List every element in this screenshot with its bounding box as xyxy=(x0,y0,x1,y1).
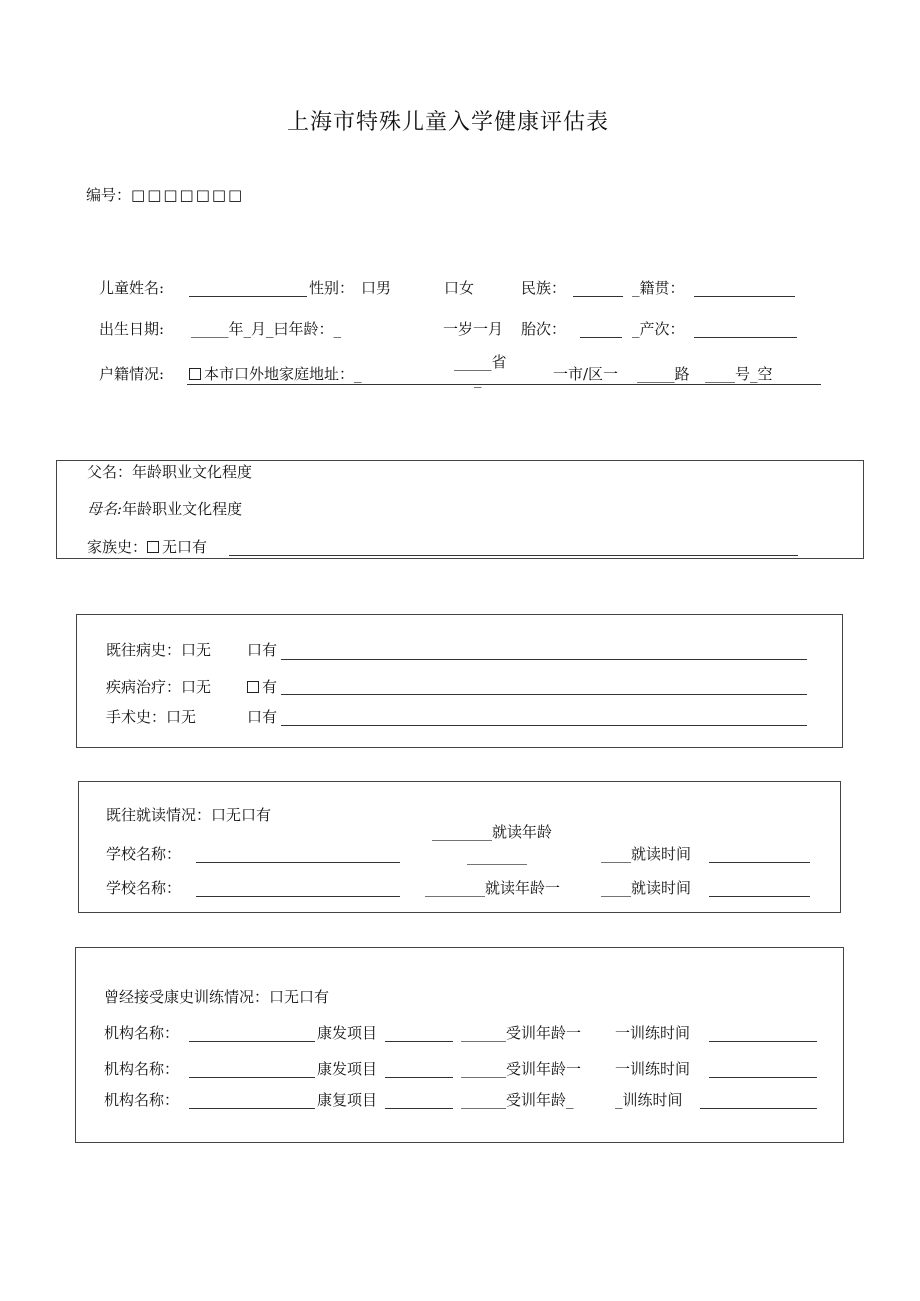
school1-time-label: ____就读时间 xyxy=(601,845,692,863)
school2-label: 学校名称： xyxy=(106,879,182,897)
rehab-row-3-project: 康复项目 xyxy=(317,1091,378,1109)
house-number-field[interactable]: ____号_空 xyxy=(705,365,773,383)
school2-name-field[interactable] xyxy=(196,896,400,897)
province-underscore: _ xyxy=(474,370,482,388)
birth-date-label: 出生日期: xyxy=(99,320,165,338)
past-illness-label[interactable]: 既往病史：口无 xyxy=(106,641,212,659)
family-history-field[interactable] xyxy=(229,555,798,556)
school1-age-field[interactable]: ________ xyxy=(467,847,527,865)
birth-order-label: _产次： xyxy=(632,320,685,338)
child-name-label: 儿童姓名: xyxy=(99,279,165,297)
native-place-field[interactable] xyxy=(694,296,795,297)
rehab-row-2-label: 机构名称： xyxy=(104,1060,180,1078)
rehab-row-2-age[interactable]: ______受训年龄一 xyxy=(461,1060,582,1078)
serial-label: 编号： xyxy=(86,186,132,204)
age-field[interactable]: 一岁一月 xyxy=(443,320,504,338)
school1-time-field[interactable] xyxy=(709,862,810,863)
school1-name-field[interactable] xyxy=(196,862,400,863)
gender-female-checkbox[interactable]: 口女 xyxy=(444,279,475,297)
treatment-label[interactable]: 疾病治疗：口无 xyxy=(106,678,212,696)
gender-label: 性别： xyxy=(309,279,355,297)
gender-male-checkbox[interactable]: 口男 xyxy=(361,279,392,297)
past-illness-field[interactable] xyxy=(281,659,807,660)
family-history-options[interactable]: 无口有 xyxy=(162,538,208,556)
city-district-field[interactable]: 一市/区一 xyxy=(553,365,619,383)
schooling-age-line: ________就读年龄 xyxy=(432,823,553,841)
past-illness-have[interactable]: 口有 xyxy=(247,641,278,659)
school1-label: 学校名称： xyxy=(106,845,182,863)
rehab-row-2-time: 一训练时间 xyxy=(615,1060,691,1078)
surgery-label[interactable]: 手术史：口无 xyxy=(106,708,197,726)
rehab-row-2-project: 康发项目 xyxy=(317,1060,378,1078)
household-label: 户籍情况: xyxy=(99,365,165,383)
treatment-have-checkbox-icon xyxy=(247,681,259,693)
treatment-field[interactable] xyxy=(281,694,807,695)
mother-info xyxy=(87,502,242,517)
rehab-row-3-time: _训练时间 xyxy=(615,1091,683,1109)
surgery-have[interactable]: 口有 xyxy=(247,708,278,726)
rehab-row-1-age[interactable]: ______受训年龄一 xyxy=(461,1024,582,1042)
rehab-row-1-project: 康发项目 xyxy=(317,1024,378,1042)
road-field[interactable]: _____路 xyxy=(637,365,690,383)
serial-number xyxy=(86,188,244,203)
rehab-row-3-age[interactable]: ______受训年龄_ xyxy=(461,1091,574,1109)
rehab-row-2-project-field[interactable] xyxy=(385,1077,453,1078)
mother-label: 母名: xyxy=(87,500,123,518)
household-options-text: 本市口外地家庭地址：_ xyxy=(204,365,362,383)
family-history-none-checkbox-icon[interactable] xyxy=(147,541,159,553)
rehab-heading[interactable]: 曾经接受康史训练情况：口无口有 xyxy=(104,988,330,1006)
rehab-row-1-project-field[interactable] xyxy=(385,1041,453,1042)
rehab-row-1-time-field[interactable] xyxy=(709,1041,817,1042)
rehab-row-3-project-field[interactable] xyxy=(385,1108,453,1109)
rehab-row-2-time-field[interactable] xyxy=(709,1077,817,1078)
surgery-field[interactable] xyxy=(281,725,807,726)
birth-order-field[interactable] xyxy=(694,337,797,338)
school2-age-label[interactable]: ________就读年龄一 xyxy=(425,879,561,897)
schooling-heading-text: 既往就读情况：口无口有 xyxy=(106,806,272,824)
child-name-field[interactable] xyxy=(189,296,307,297)
page-title: 上海市特殊儿童入学健康评估表 xyxy=(287,110,610,135)
rehab-section xyxy=(75,947,844,1143)
rehab-row-2-institution-field[interactable] xyxy=(189,1077,315,1078)
fetus-field[interactable] xyxy=(580,337,622,338)
birth-date-field[interactable]: _____年_月_曰年龄：_ xyxy=(191,320,342,338)
local-checkbox-icon xyxy=(189,368,201,380)
family-history-label: 家族史： xyxy=(87,538,148,556)
treatment-have[interactable] xyxy=(247,680,277,695)
ethnicity-field[interactable] xyxy=(573,296,623,297)
rehab-row-1-time: 一训练时间 xyxy=(615,1024,691,1042)
schooling-heading[interactable] xyxy=(106,808,271,823)
treatment-have-text: 有 xyxy=(262,678,278,696)
serial-boxes[interactable]: □□□□□□□ xyxy=(131,186,245,204)
rehab-row-3-label: 机构名称： xyxy=(104,1091,180,1109)
father-info: 父名：年龄职业文化程度 xyxy=(87,463,253,481)
rehab-row-1-institution-field[interactable] xyxy=(189,1041,315,1042)
fetus-label: 胎次： xyxy=(521,320,567,338)
family-history xyxy=(87,540,207,555)
school2-time-field[interactable] xyxy=(709,896,810,897)
school2-time-label: ____就读时间 xyxy=(601,879,692,897)
mother-fields: 年龄职业文化程度 xyxy=(122,500,243,518)
province-field[interactable]: _____省 xyxy=(454,353,507,371)
address-underline xyxy=(187,384,821,385)
rehab-row-3-time-field[interactable] xyxy=(700,1108,817,1109)
native-place-label: _籍贯： xyxy=(632,279,685,297)
ethnicity-label: 民族： xyxy=(521,279,567,297)
rehab-row-3-institution-field[interactable] xyxy=(189,1108,315,1109)
rehab-row-1-label: 机构名称： xyxy=(104,1024,180,1042)
household-options[interactable] xyxy=(189,367,362,382)
